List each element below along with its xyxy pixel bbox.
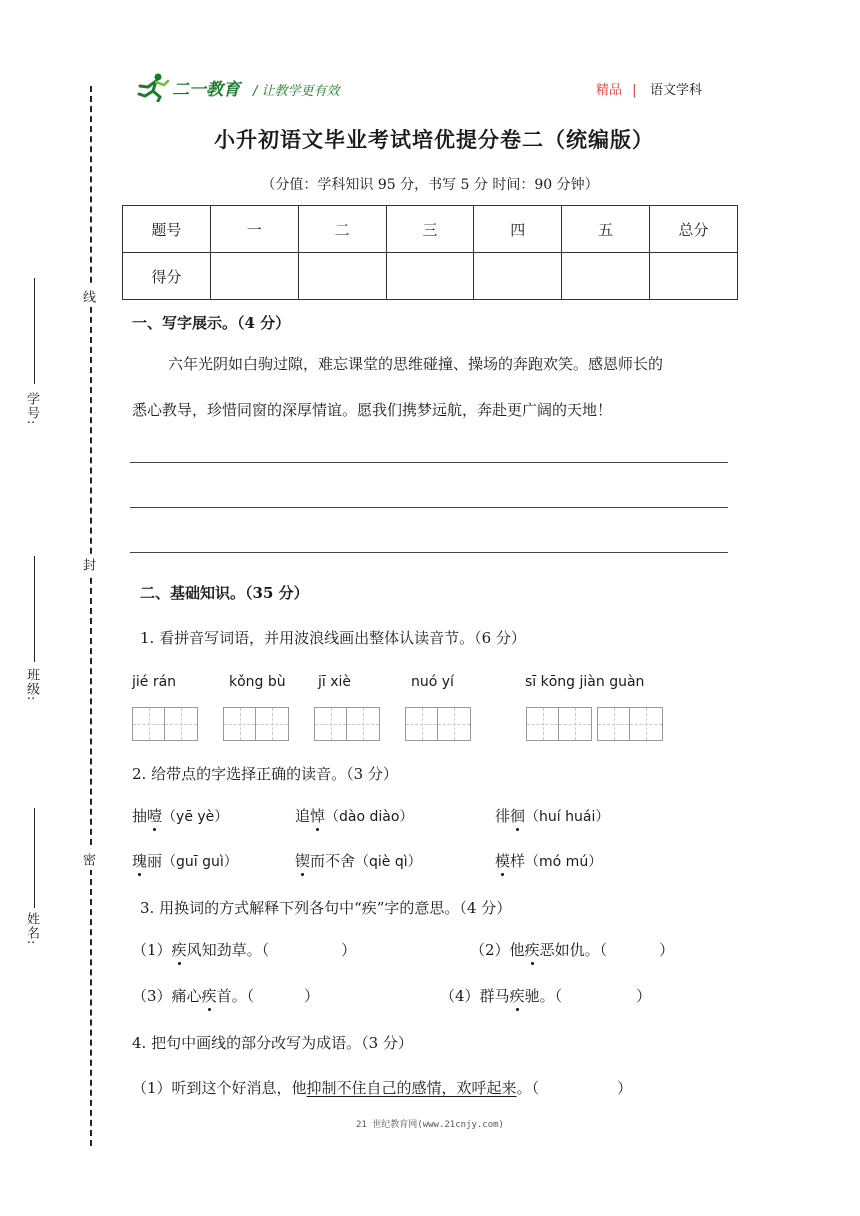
score-entry-cell[interactable] — [210, 253, 298, 300]
q2-item: 徘徊（huí huái） — [495, 807, 610, 825]
score-table-cell: 五 — [562, 206, 650, 253]
score-table-cell: 总分 — [650, 206, 738, 253]
subject-label: 语文学科 — [650, 83, 703, 98]
writing-line[interactable] — [130, 507, 728, 508]
q4-prompt: 4. 把句中画线的部分改写为成语。（3 分） — [132, 1034, 413, 1052]
score-entry-cell[interactable] — [562, 253, 650, 300]
cut-label-secret: 密 — [78, 849, 97, 870]
q1-prompt: 1. 看拼音写词语，并用波浪线画出整体认读音节。（6 分） — [140, 629, 526, 647]
score-table-cell: 题号 — [123, 206, 211, 253]
character-grid[interactable] — [526, 707, 592, 741]
class-label: 班级: — [24, 668, 39, 702]
score-entry-cell[interactable] — [298, 253, 386, 300]
score-entry-cell[interactable] — [650, 253, 738, 300]
character-grid[interactable] — [132, 707, 198, 741]
binding-dashed-line — [90, 86, 92, 1146]
page-title: 小升初语文毕业考试培优提分卷二（统编版） — [214, 127, 654, 152]
q2-item: 锲而不舍（qiè qì） — [295, 852, 422, 870]
name-line — [34, 808, 35, 908]
q3-item: （1）疾风知劲草。（ ） — [132, 941, 357, 959]
writing-line[interactable] — [130, 462, 728, 463]
q2-prompt: 2. 给带点的字选择正确的读音。（3 分） — [132, 765, 398, 783]
score-entry-cell[interactable] — [474, 253, 562, 300]
name-label: 姓名: — [24, 912, 39, 946]
slogan: / 让教学更有效 — [253, 84, 340, 99]
brand-name: 二一教育 — [172, 79, 240, 100]
score-table-cell: 二 — [298, 206, 386, 253]
writing-line[interactable] — [130, 552, 728, 553]
pinyin-item: nuó yí — [411, 674, 454, 690]
brand-logo — [136, 72, 240, 102]
cut-label-line: 线 — [78, 286, 97, 307]
score-table — [122, 205, 738, 300]
section1-heading: 一、写字展示。（4 分） — [132, 314, 291, 332]
exam-info: （分值：学科知识 95 分，书写 5 分 时间：90 分钟） — [261, 177, 599, 193]
q2-item: 追悼（dào diào） — [295, 807, 414, 825]
q2-item: 抽噎（yē yè） — [132, 807, 229, 825]
section1-text-line1: 六年光阴如白驹过隙，难忘课堂的思维碰撞、操场的奔跑欢笑。感恩师长的 — [168, 355, 664, 373]
section1-text-line2: 悉心教导，珍惜同窗的深厚情谊。愿我们携梦远航，奔赴更广阔的天地！ — [132, 401, 613, 419]
character-grid[interactable] — [405, 707, 471, 741]
score-table-header-row — [123, 206, 738, 253]
character-grid[interactable] — [223, 707, 289, 741]
q2-item: 模样（mó mú） — [495, 852, 603, 870]
score-row-label: 得分 — [123, 253, 211, 300]
student-no-label: 学号: — [24, 392, 39, 426]
q3-item: （2）他疾恶如仇。（ ） — [470, 941, 675, 959]
score-table-cell: 三 — [386, 206, 474, 253]
cut-label-seal: 封 — [78, 554, 97, 575]
score-table-score-row — [123, 253, 738, 300]
score-table-cell: 一 — [210, 206, 298, 253]
pinyin-item: jī xiè — [318, 674, 352, 690]
pinyin-item: sī kōng jiàn guàn — [525, 674, 645, 690]
section2-heading: 二、基础知识。（35 分） — [140, 584, 309, 602]
q3-prompt: 3. 用换词的方式解释下列各句中“疾”字的意思。（4 分） — [140, 899, 512, 917]
q4-item: （1）听到这个好消息，他抑制不住自己的感情，欢呼起来。（ ） — [132, 1079, 633, 1097]
character-grid[interactable] — [597, 707, 663, 741]
footer: 21 世纪教育网(www.21cnjy.com) — [356, 1120, 504, 1130]
class-line — [34, 556, 35, 662]
student-no-line — [34, 278, 35, 384]
q3-item: （3）痛心疾首。（ ） — [132, 987, 320, 1005]
score-table-cell: 四 — [474, 206, 562, 253]
pinyin-item: kǒng bù — [229, 674, 286, 690]
pinyin-item: jié rán — [132, 674, 177, 690]
underlined-phrase: 抑制不住自己的感情，欢呼起来 — [306, 1079, 517, 1097]
q3-item: （4）群马疾驰。（ ） — [440, 987, 652, 1005]
score-entry-cell[interactable] — [386, 253, 474, 300]
q2-item: 瑰丽（guī guì） — [132, 852, 238, 870]
character-grid[interactable] — [314, 707, 380, 741]
quality-tag: 精品 | — [596, 83, 637, 98]
runner-icon — [136, 72, 170, 102]
